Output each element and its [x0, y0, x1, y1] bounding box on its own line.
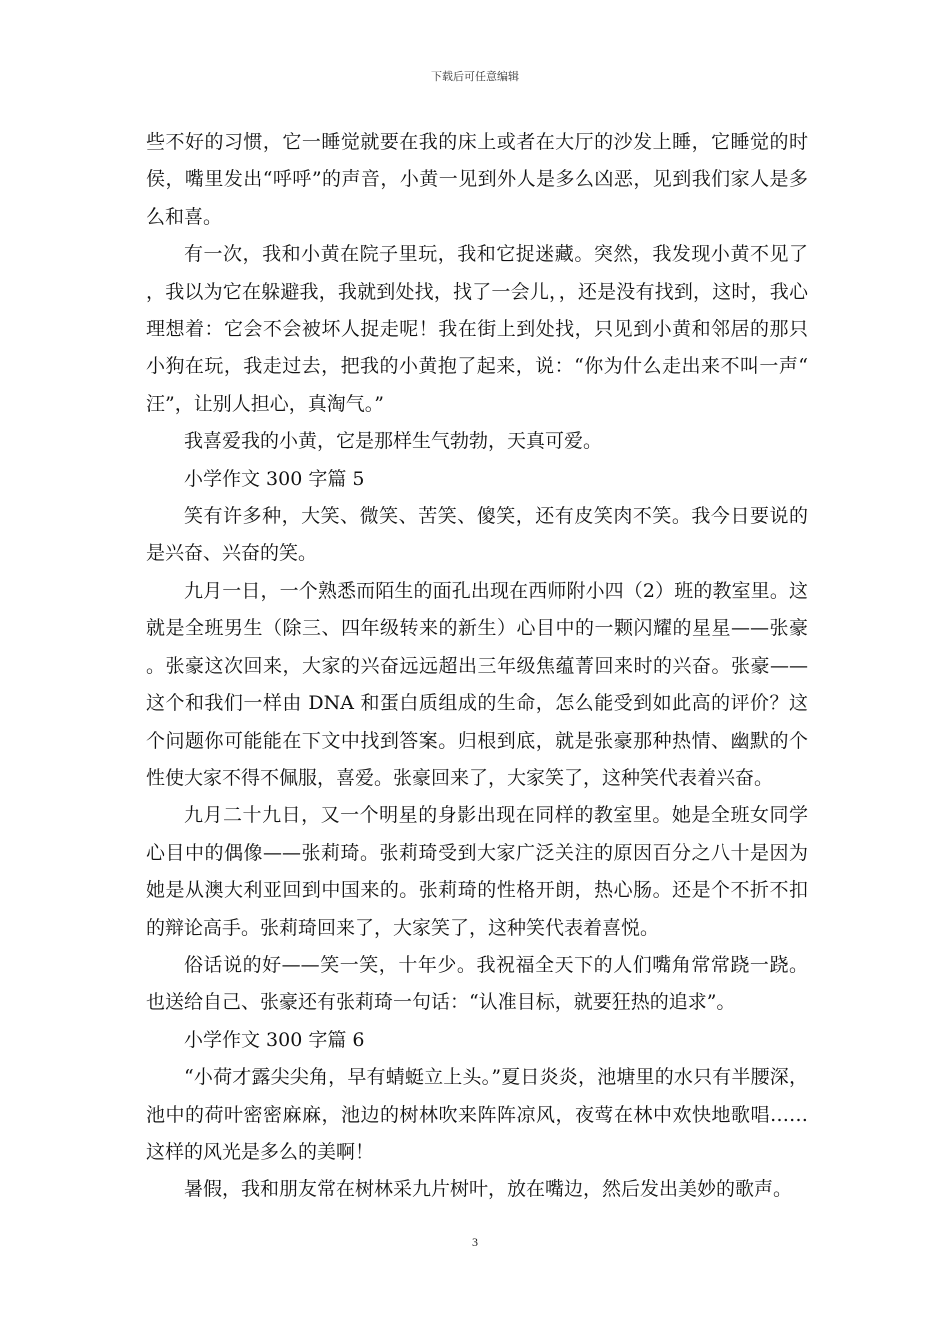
paragraph: 暑假，我和朋友常在树林采九片树叶，放在嘴边，然后发出美妙的歌声。 — [184, 1178, 793, 1201]
paragraph: 九月二十九日，又一个明星的身影出现在同样的教室里。她是全班女同学心目中的偶像——张莉琦。张莉琦受到大家广泛关注的原因百分之八十是因为她是从澳大利亚回到中国来的。张莉琦的性格开朗，热心肠。还是个不折不扣的辩论高手。张莉琦回来了，大家笑了，这种笑代表着喜悦。 — [146, 804, 808, 939]
paragraph: 笑有许多种，大笑、微笑、苦笑、傻笑，还有皮笑肉不笑。我今日要说的是兴奋、兴奋的笑。 — [146, 505, 808, 565]
paragraph: 俗话说的好——笑一笑，十年少。我祝福全天下的人们嘴角常常跷一跷。也送给自己、张豪还有张莉琦一句话：“认准目标，就要狂热的追求”。 — [146, 953, 808, 1014]
paragraph: 有一次，我和小黄在院子里玩，我和它捉迷藏。突然，我发现小黄不见了，我以为它在躲避我，我就到处找，找了一会儿，，还是没有找到，这时，我心理想着：它会不会被坏人捉走呢！我在街上到处找，只见到小黄和邻居的那只小狗在玩，我走过去，把我的小黄抱了起来，说：“你为什么走出来不叫一声“汪”，让别人担心，真淘气。” — [146, 243, 808, 415]
section-heading: 小学作文 300 字篇 6 — [184, 1028, 365, 1051]
page-number: 3 — [472, 1235, 478, 1249]
paragraph: “小荷才露尖尖角，早有蜻蜓立上头。”夏日炎炎，池塘里的水只有半腰深，池中的荷叶密密麻麻，池边的树林吹来阵阵凉风，夜莺在林中欢快地歌唱……这样的风光是多么的美啊！ — [146, 1066, 808, 1163]
document-body — [146, 124, 808, 1209]
paragraph: 九月一日，一个熟悉而陌生的面孔出现在西师附小四（2）班的教室里。这就是全班男生（除三、四年级转来的新生）心目中的一颗闪耀的星星——张豪。张豪这次回来，大家的兴奋远远超出三年级焦蕴菁回来时的兴奋。张豪——这个和我们一样由 DNA 和蛋白质组成的生命，怎么能受到如此高的评价？这个问题你可能能在下文中找到答案。归根到底，就是张豪那种热情、幽默的个性使大家不得不佩服，喜爱。张豪回来了，大家笑了，这种笑代表着兴奋。 — [146, 579, 808, 789]
page-header: 下载后可任意编辑 — [431, 70, 519, 83]
paragraph: 我喜爱我的小黄，它是那样生气勃勃，天真可爱。 — [184, 430, 603, 453]
paragraph: 些不好的习惯，它一睡觉就要在我的床上或者在大厅的沙发上睡，它睡觉的时侯，嘴里发出“呼呼”的声音，小黄一见到外人是多么凶恶，见到我们家人是多么和喜。 — [146, 131, 808, 228]
section-heading: 小学作文 300 字篇 5 — [184, 467, 365, 490]
